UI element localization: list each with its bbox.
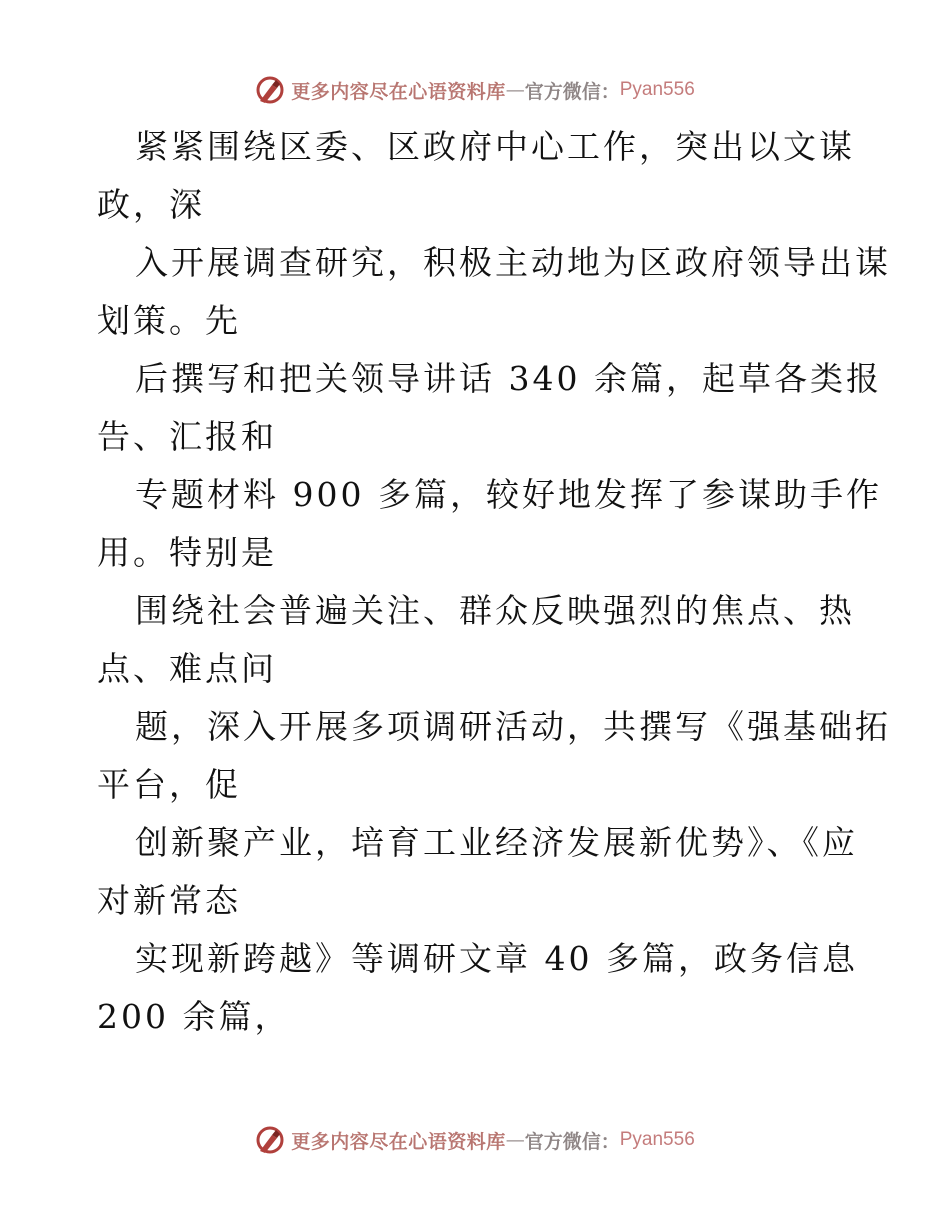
body-line: 200 余篇，	[97, 997, 291, 1036]
pen-nib-logo-icon	[255, 75, 285, 105]
body-line: 用。特别是	[97, 533, 277, 572]
body-line: 题，深入开展多项调研活动，共撰写《强基础拓	[135, 707, 891, 746]
pen-nib-logo-icon	[255, 1125, 285, 1155]
watermark-text: 更多内容尽在心语资料库	[291, 80, 506, 103]
body-line: 实现新跨越》等调研文章 40 多篇，政务信息	[135, 939, 858, 978]
body-line: 创新聚产业，培育工业经济发展新优势》、《应	[135, 823, 858, 862]
body-line: 紧紧围绕区委、区政府中心工作，突出以文谋	[135, 127, 855, 166]
wechat-label: 官方微信：	[524, 80, 620, 103]
watermark-separator: —	[505, 79, 525, 101]
body-line: 政，深	[97, 185, 205, 224]
wechat-id: Pyan556	[619, 79, 695, 100]
body-line: 专题材料 900 多篇，较好地发挥了参谋助手作	[135, 475, 882, 514]
body-line: 后撰写和把关领导讲话 340 余篇，起草各类报	[135, 359, 882, 398]
watermark-separator: —	[505, 1129, 525, 1151]
body-line: 平台，促	[97, 765, 241, 804]
body-line: 告、汇报和	[97, 417, 277, 456]
body-line: 划策。先	[97, 301, 241, 340]
watermark-text: 更多内容尽在心语资料库	[291, 1130, 506, 1153]
body-line: 点、难点问	[97, 649, 277, 688]
body-line: 围绕社会普遍关注、群众反映强烈的焦点、热	[135, 591, 855, 630]
header-watermark	[0, 70, 950, 110]
body-line: 对新常态	[97, 881, 241, 920]
footer-watermark	[0, 1120, 950, 1160]
wechat-id: Pyan556	[619, 1129, 695, 1150]
wechat-label: 官方微信：	[524, 1130, 620, 1153]
document-body	[97, 118, 891, 1046]
body-line: 入开展调查研究，积极主动地为区政府领导出谋	[135, 243, 891, 282]
